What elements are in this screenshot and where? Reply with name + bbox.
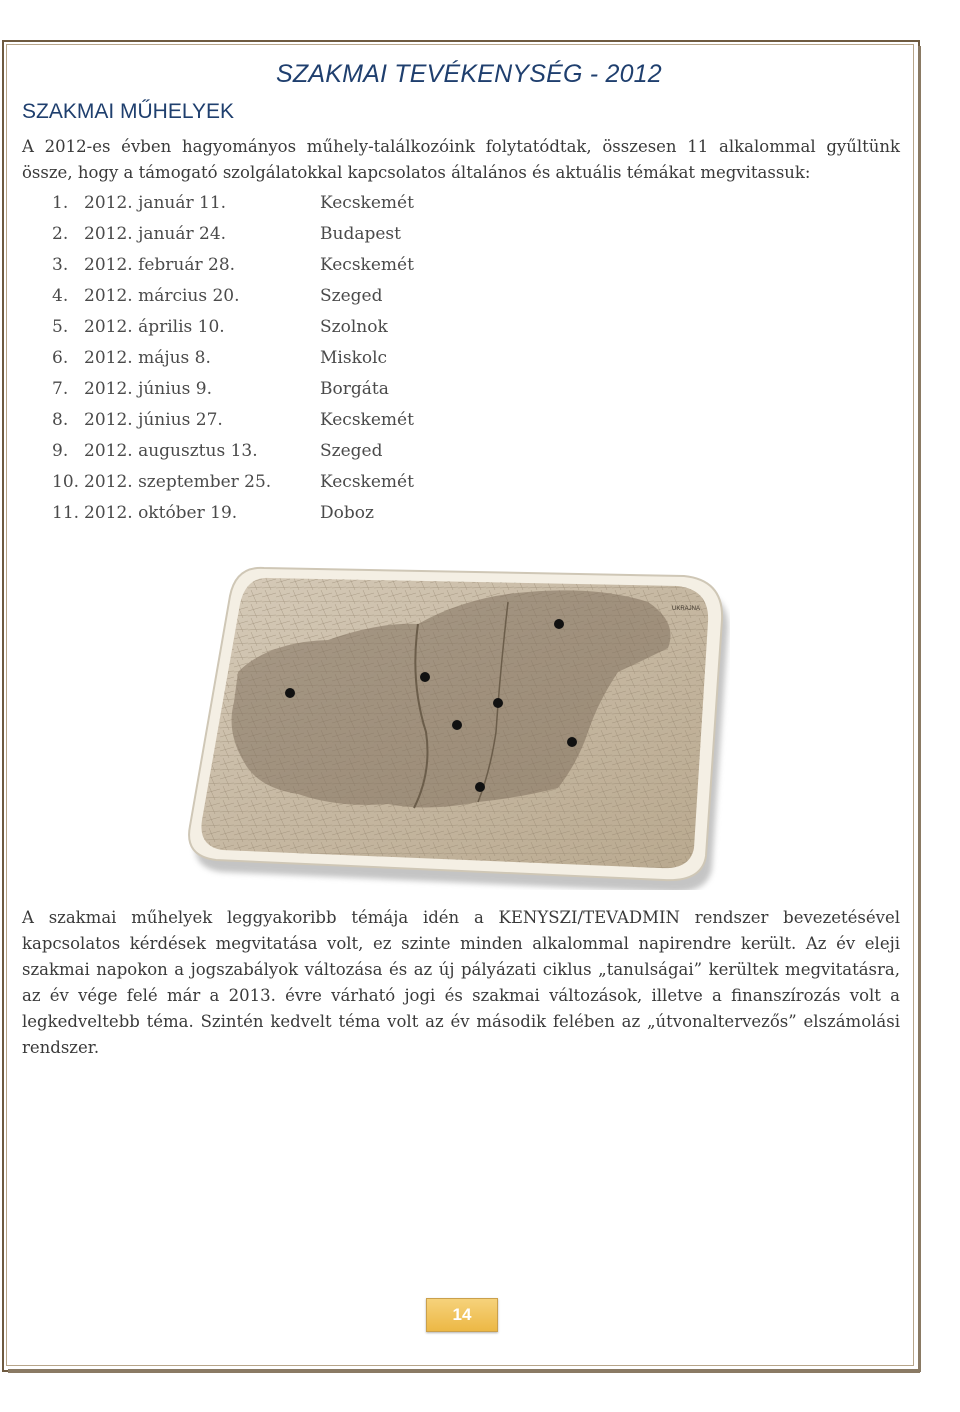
location-marker: [493, 698, 503, 708]
meeting-number: 1.: [52, 193, 69, 213]
meeting-number: 5.: [52, 317, 69, 337]
meeting-date: 2012. február 28.: [84, 255, 236, 275]
page-title: SZAKMAI TEVÉKENYSÉG - 2012: [276, 60, 662, 88]
location-marker: [452, 720, 462, 730]
meeting-number: 4.: [52, 286, 69, 306]
meeting-number: 9.: [52, 441, 69, 461]
summary-paragraph: A szakmai műhelyek leggyakoribb témája idén a KENYSZI/TEVADMIN rendszer bevezetésével kapcsolatos kérdések megvitatása volt, ez szinte minden alkalommal napirendre került. Az év eleji szakmai napokon a jogszabályok változása és az új pályázati ciklus „tanulságai” kerültek megvitatásra, az év vége felé már a 2013. évre várható jogi és szakmai változások, illetve a finanszírozás volt a legkedveltebb téma. Szintén kedvelt téma volt az év második felében az „útvonaltervezős” elszámolási rendszer.: [22, 908, 900, 1057]
meeting-city: Doboz: [320, 503, 374, 523]
frame-shadow-bottom: [8, 1369, 920, 1373]
meeting-number: 6.: [52, 348, 69, 368]
meeting-date: 2012. május 8.: [84, 348, 211, 368]
meeting-date: 2012. április 10.: [84, 317, 225, 337]
location-marker: [554, 619, 564, 629]
meeting-city: Miskolc: [320, 348, 388, 368]
meeting-city: Kecskemét: [320, 410, 414, 430]
meeting-city: Borgáta: [320, 379, 389, 399]
meeting-date: 2012. október 19.: [84, 503, 238, 523]
location-marker: [420, 672, 430, 682]
meeting-date: 2012. január 11.: [84, 193, 227, 213]
page-number: 14: [426, 1298, 498, 1332]
meeting-city: Kecskemét: [320, 255, 414, 275]
meeting-number: 7.: [52, 379, 69, 399]
meeting-city: Budapest: [320, 224, 401, 244]
intro-paragraph: A 2012-es évben hagyományos műhely-találkozóink folytatódtak, összesen 11 alkalommal gyűltünk össze, hogy a támogató szolgálatokkal kapcsolatos általános és aktuális témákat megvitassuk:: [22, 137, 900, 182]
meeting-date: 2012. június 9.: [84, 379, 212, 399]
meeting-date: 2012. január 24.: [84, 224, 227, 244]
section-heading: SZAKMAI MŰHELYEK: [22, 100, 234, 123]
location-marker: [475, 782, 485, 792]
meeting-number: 3.: [52, 255, 69, 275]
location-marker: [285, 688, 295, 698]
meeting-city: Kecskemét: [320, 193, 414, 213]
meeting-city: Szolnok: [320, 317, 388, 337]
meeting-city: Szeged: [320, 286, 383, 306]
meeting-date: 2012. augusztus 13.: [84, 441, 258, 461]
meeting-city: Kecskemét: [320, 472, 414, 492]
meeting-number: 10.: [52, 472, 80, 492]
meeting-date: 2012. június 27.: [84, 410, 223, 430]
map-svg: [178, 562, 730, 890]
meeting-date: 2012. március 20.: [84, 286, 240, 306]
frame-shadow-right: [918, 46, 921, 1372]
map-label-ukrajna: UKRAJNA: [672, 606, 701, 612]
location-marker: [567, 737, 577, 747]
meeting-number: 2.: [52, 224, 69, 244]
meeting-number: 8.: [52, 410, 69, 430]
meeting-date: 2012. szeptember 25.: [84, 472, 272, 492]
meeting-number: 11.: [52, 503, 80, 523]
meeting-city: Szeged: [320, 441, 383, 461]
hungary-map-image: [178, 562, 730, 890]
